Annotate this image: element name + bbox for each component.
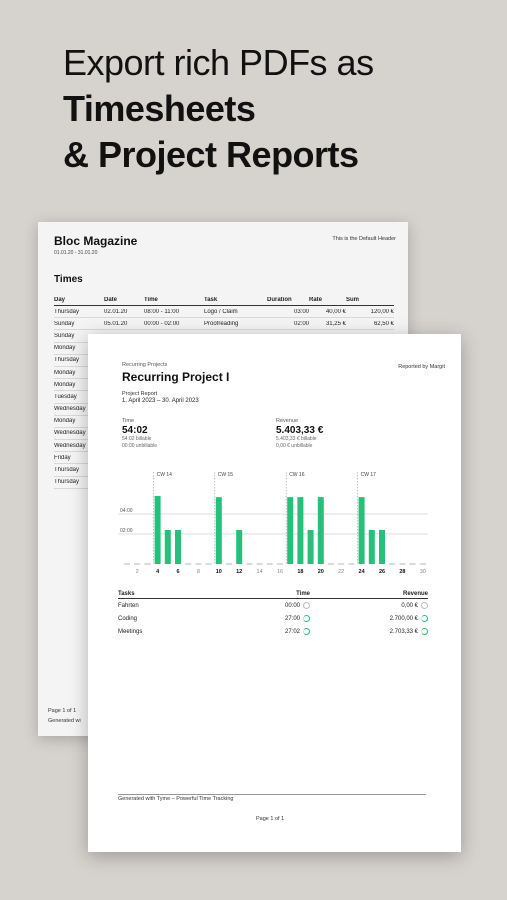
cell-day: Sunday [54,332,75,339]
task-row [118,625,428,638]
task-time: 27:02 [284,629,300,636]
x-tick-label: 22 [338,569,345,575]
timesheet-footer-page: Page 1 of 1 [48,708,77,714]
bar [216,497,222,564]
x-tick-label: 14 [256,569,263,575]
cell-day: Monday [54,369,76,376]
tasks-header-row [118,589,428,599]
cell-day: Friday [54,454,71,461]
cell-time: 08:00 - 11:00 [144,308,179,315]
cell-day: Tuesday [54,393,77,400]
bar [155,496,161,564]
time-stat-label: Time [122,418,135,424]
cell-day: Monday [54,345,76,352]
cell-task: Logo / Claim [204,308,238,315]
report-page-number: Page 1 of 1 [256,816,285,822]
task-revenue: 2.703,33 € [389,629,418,636]
project-report-page [88,334,461,852]
table-row [54,306,394,318]
task-revenue-cell [310,615,428,622]
cell-day: Thursday [54,357,80,364]
report-generated-note: Generated with Tyme – Powerful Time Tracking [118,796,234,802]
cell-day: Monday [54,418,76,425]
progress-ring-icon [421,602,428,609]
bar [297,497,303,564]
x-tick-label: 30 [419,569,426,575]
revenue-stat-label: Revenue [276,418,299,424]
cell-day: Monday [54,381,76,388]
cell-day: Thursday [54,479,80,486]
progress-ring-icon [421,628,428,635]
cell-sum: 120,00 € [370,308,394,315]
task-time-cell [248,628,310,635]
cell-duration: 03:00 [293,308,309,315]
bar [236,530,242,564]
y-axis-label: 02:00 [120,528,133,534]
cell-time: 00:00 - 02:00 [144,320,180,327]
progress-ring-icon [303,602,310,609]
task-time: 27:00 [284,616,300,623]
x-tick-label: 12 [236,569,243,575]
task-revenue: 2.700,00 € [389,616,418,623]
x-tick-label: 18 [297,569,304,575]
timesheet-footer-generated: Generated wi [48,718,81,724]
headline-line-3: & Project Reports [63,134,359,175]
report-range: 1. April 2023 – 30. April 2023 [122,398,199,404]
bar [308,530,314,564]
task-time: 00:00 [284,603,300,610]
footer-divider [118,794,426,795]
revenue-stat-value: 5.403,33 € [276,425,324,436]
col-duration: Duration [267,296,292,303]
reported-by: Reported by Margit [398,364,445,370]
progress-ring-icon [303,615,310,622]
bar [369,530,375,564]
x-tick-label: 6 [176,569,180,575]
cell-day: Wednesday [54,442,86,449]
headline-line-1: Export rich PDFs as [63,42,374,83]
report-type: Project Report [122,391,158,397]
cell-rate: 31,25 € [325,320,346,327]
col-day: Day [54,296,66,303]
x-tick-label: 28 [399,569,406,575]
revenue-stat [276,418,323,450]
col-sum: Sum [346,296,360,303]
x-tick-label: 20 [317,569,324,575]
week-label: CW 16 [289,472,305,478]
bar [165,530,171,564]
week-label: CW 17 [360,472,376,478]
bar [379,530,385,564]
cell-duration: 02:00 [293,320,309,327]
cell-day: Wednesday [54,406,86,413]
progress-ring-icon [303,628,310,635]
daily-time-bar-chart [118,464,430,579]
task-row [118,599,428,612]
bar [318,497,324,564]
headline-line-2: Timesheets [63,88,256,129]
task-revenue-cell [310,628,428,635]
x-tick-label: 26 [378,569,386,575]
cell-day: Thursday [54,467,80,474]
table-row [54,318,394,330]
report-title: Recurring Project I [122,370,230,384]
cell-day: Wednesday [54,430,86,437]
col-task: Task [204,296,218,303]
task-name: Coding [118,615,138,622]
task-time-cell [248,615,310,622]
timesheet-title: Bloc Magazine [54,234,138,248]
time-stat-billable: 54:02 billable [122,436,152,442]
x-tick-label: 10 [215,569,222,575]
x-tick-label: 8 [196,569,200,575]
x-tick-label: 24 [358,569,365,575]
time-stat-value: 54:02 [122,425,148,436]
headline [63,40,483,178]
col-time: Time [144,296,158,303]
y-axis-label: 04:00 [120,508,133,514]
cell-date: 02.01.20 [104,308,128,315]
cell-rate: 40,00 € [325,308,346,315]
tasks-col-revenue: Revenue [402,590,428,597]
revenue-stat-unbillable: 0,00 € unbillable [276,443,313,449]
task-revenue: 0,00 € [401,603,418,610]
task-name: Fahrten [118,602,139,609]
timesheet-header-note: This is the Default Header [332,236,396,242]
task-time-cell [248,602,310,609]
progress-ring-icon [421,615,428,622]
cell-sum: 62,50 € [373,320,394,327]
bar [175,530,181,564]
task-revenue-cell [310,602,428,609]
timesheet-section-title: Times [54,274,83,285]
x-tick-label: 16 [276,569,284,575]
timesheet-date-range: 01.01.20 - 31.01.20 [54,250,98,256]
week-label: CW 14 [156,472,172,478]
time-stat-unbillable: 00:00 unbillable [122,443,158,449]
cell-task: Proofreading [204,320,239,327]
task-row [118,612,428,625]
time-stat [122,418,157,450]
timesheet-header-row [54,294,394,306]
task-name: Meetings [118,628,143,635]
cell-day: Sunday [54,320,75,327]
x-tick-label: 4 [156,569,160,575]
tasks-col-task: Tasks [118,590,135,597]
col-rate: Rate [309,296,323,303]
bar [287,497,293,564]
tasks-table [118,589,428,638]
col-date: Date [104,296,118,303]
cell-date: 05.01.20 [104,320,128,327]
bar [359,497,365,564]
week-label: CW 15 [217,472,234,478]
report-kicker: Recurring Projects [122,362,168,368]
x-tick-label: 2 [135,569,139,575]
tasks-col-time: Time [296,590,310,597]
revenue-stat-billable: 5.403,33 € billable [276,436,317,442]
cell-day: Thursday [54,308,80,315]
